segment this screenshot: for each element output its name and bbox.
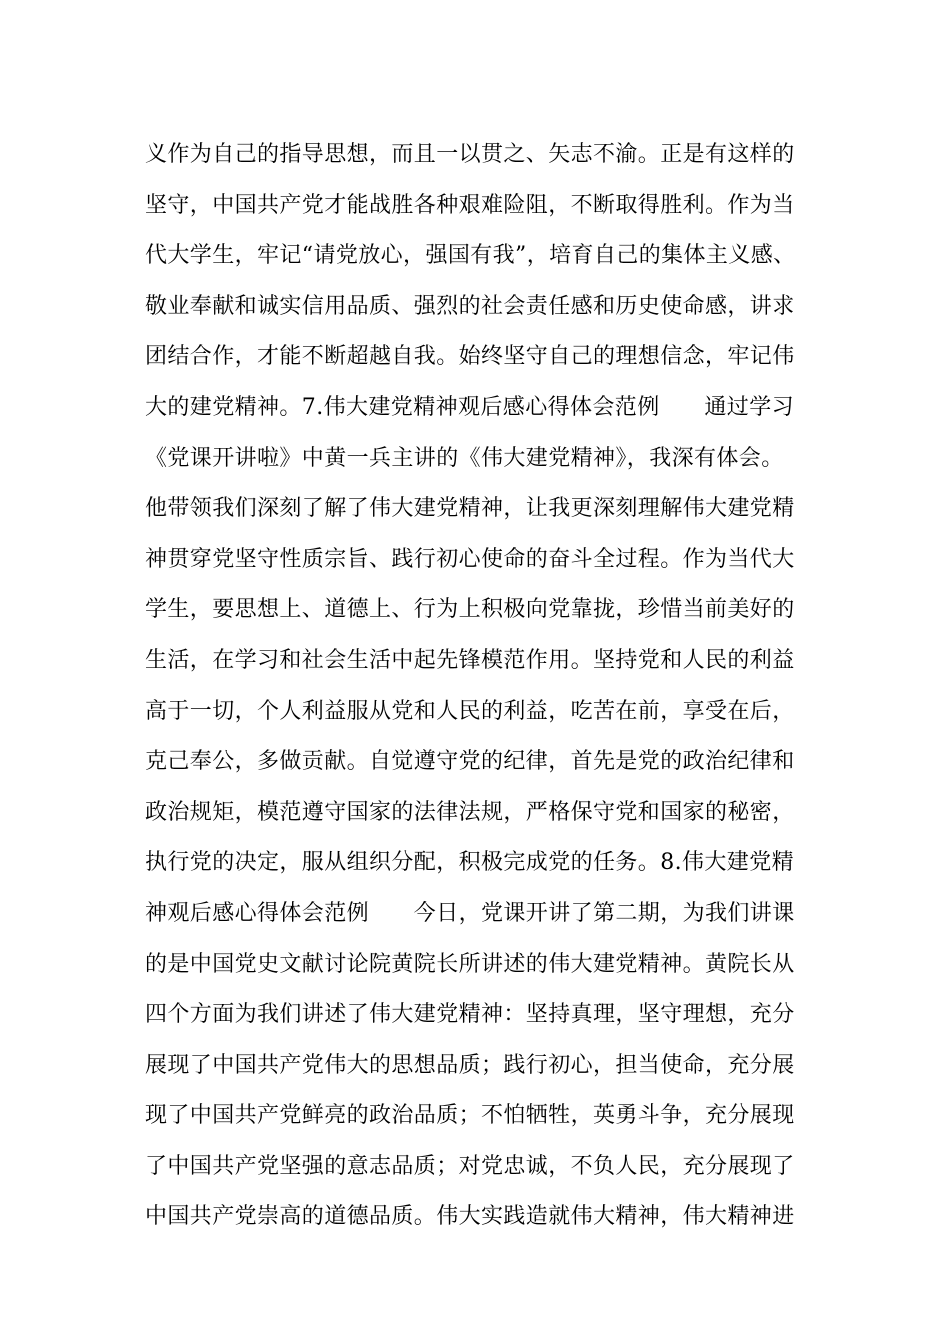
text-line: 四个方面为我们讲述了伟大建党精神：坚持真理，坚守理想，充分 [145,1002,795,1028]
text-line: 神观后感心得体会范例 今日，党课开讲了第二期，为我们讲课 [145,900,795,926]
body-text [145,130,845,1243]
text-line: 的是中国党史文献讨论院黄院长所讲述的伟大建党精神。黄院长从 [145,951,795,977]
text-line: 义作为自己的指导思想，而且一以贯之、矢志不渝。正是有这样的 [145,142,795,167]
text-line: 政治规矩，模范遵守国家的法律法规，严格保守党和国家的秘密， [145,799,795,825]
text-line: 学生，要思想上、道德上、行为上积极向党靠拢，珍惜当前美好的 [145,597,795,623]
text-line: 高于一切，个人利益服从党和人民的利益，吃苦在前，享受在后， [145,698,795,724]
text-line: 团结合作，才能不断超越自我。始终坚守自己的理想信念，牢记伟 [145,344,795,370]
text-line: 他带领我们深刻了解了伟大建党精神，让我更深刻理解伟大建党精 [145,496,795,522]
text-line: 现了中国共产党鲜亮的政治品质；不怕牺牲，英勇斗争，充分展现 [145,1103,795,1129]
text-line: 克己奉公，多做贡献。自觉遵守党的纪律，首先是党的政治纪律和 [145,749,795,775]
text-line: 《党课开讲啦》中黄一兵主讲的《伟大建党精神》，我深有体会。 [145,445,784,471]
text-line: 敬业奉献和诚实信用品质、强烈的社会责任感和历史使命感，讲求 [145,293,795,319]
text-line: 神贯穿党坚守性质宗旨、践行初心使命的奋斗全过程。作为当代大 [145,546,795,572]
text-line: 坚守，中国共产党才能战胜各种艰难险阻，不断取得胜利。作为当 [145,192,795,218]
text-line: 展现了中国共产党伟大的思想品质；践行初心，担当使命，充分展 [145,1052,795,1078]
text-line: 大的建党精神。7.伟大建党精神观后感心得体会范例 通过学习 [145,394,794,420]
text-line: 代大学生，牢记“请党放心，强国有我”，培育自己的集体主义感、 [145,243,796,269]
text-line: 生活，在学习和社会生活中起先锋模范作用。坚持党和人民的利益 [145,647,795,673]
text-line: 执行党的决定，服从组织分配，积极完成党的任务。8.伟大建党精 [145,850,794,876]
text-line: 中国共产党崇高的道德品质。伟大实践造就伟大精神，伟大精神进 [145,1204,795,1230]
text-line: 了中国共产党坚强的意志品质；对党忠诚，不负人民，充分展现了 [145,1153,795,1179]
